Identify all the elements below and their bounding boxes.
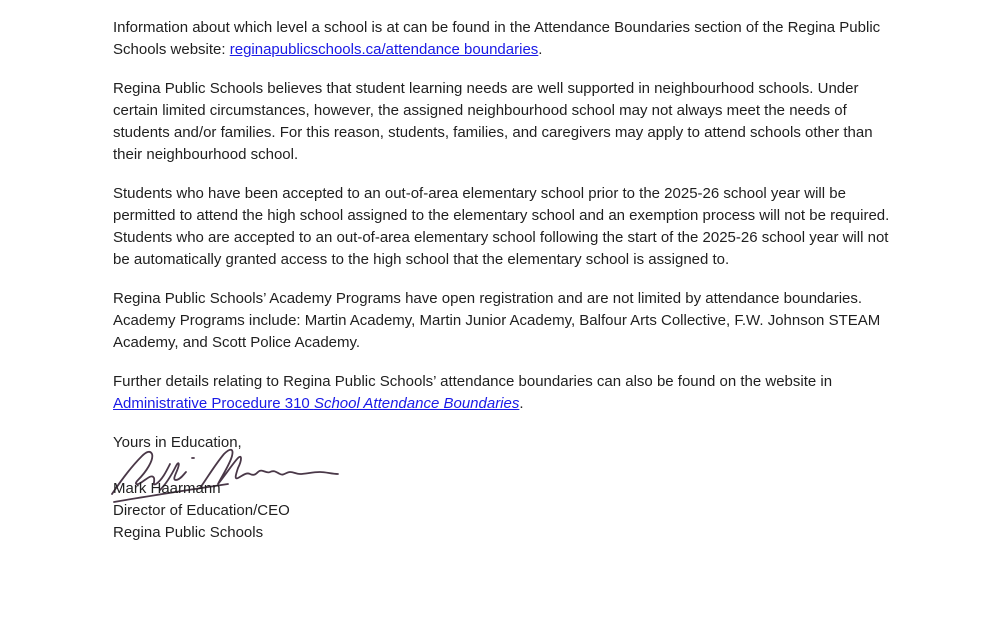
signer-title: Director of Education/CEO bbox=[113, 502, 290, 519]
closing-salutation: Yours in Education, bbox=[113, 434, 242, 451]
paragraph-level-info bbox=[113, 17, 893, 61]
signer-organization: Regina Public Schools bbox=[113, 524, 264, 541]
paragraph-academy-programs: Regina Public Schools’ Academy Programs have open registration and are not limited by attendance boundaries. Academy Programs include: Martin Academy, Martin Junior Academy, Balfour Arts Collective, F.W. Johnson STEAM Academy, and Scott Police Academy. bbox=[113, 290, 881, 351]
signature-block bbox=[113, 478, 893, 544]
administrative-procedure-link[interactable] bbox=[113, 395, 519, 412]
attendance-boundaries-link[interactable]: reginapublicschools.ca/attendance boundaries bbox=[229, 41, 539, 58]
paragraph-out-of-area: Students who have been accepted to an out-of-area elementary school prior to the 2025-26 school year will be permitted to attend the high school assigned to the elementary school and an exemption process will not be required. Students who are accepted to an out-of-area elementary school following the start of the 2025-26 school year will not be automatically granted access to the high school that the elementary school is assigned to. bbox=[113, 185, 890, 268]
paragraph-further-details bbox=[113, 371, 893, 415]
paragraph-text: Further details relating to Regina Public Schools’ attendance boundaries can also be found on the website in bbox=[113, 373, 833, 390]
paragraph-punctuation: . bbox=[519, 395, 524, 412]
paragraph-text: Information about which level a school is at can be found in the Attendance Boundaries section of the Regina Public Schools website: bbox=[113, 19, 881, 58]
paragraph-punctuation: . bbox=[538, 41, 543, 58]
link-prefix: Administrative Procedure 310 bbox=[113, 395, 314, 412]
link-italic-title: School Attendance Boundaries bbox=[313, 395, 520, 412]
paragraph-neighbourhood-schools: Regina Public Schools believes that student learning needs are well supported in neighbourhood schools. Under certain limited circumstances, however, the assigned neighbourhood school may not always meet the needs of students and/or families. For this reason, students, families, and caregivers may apply to attend schools other than their neighbourhood school. bbox=[113, 80, 873, 163]
signer-name: Mark Haarmann bbox=[113, 480, 221, 497]
letter-body bbox=[113, 17, 893, 544]
